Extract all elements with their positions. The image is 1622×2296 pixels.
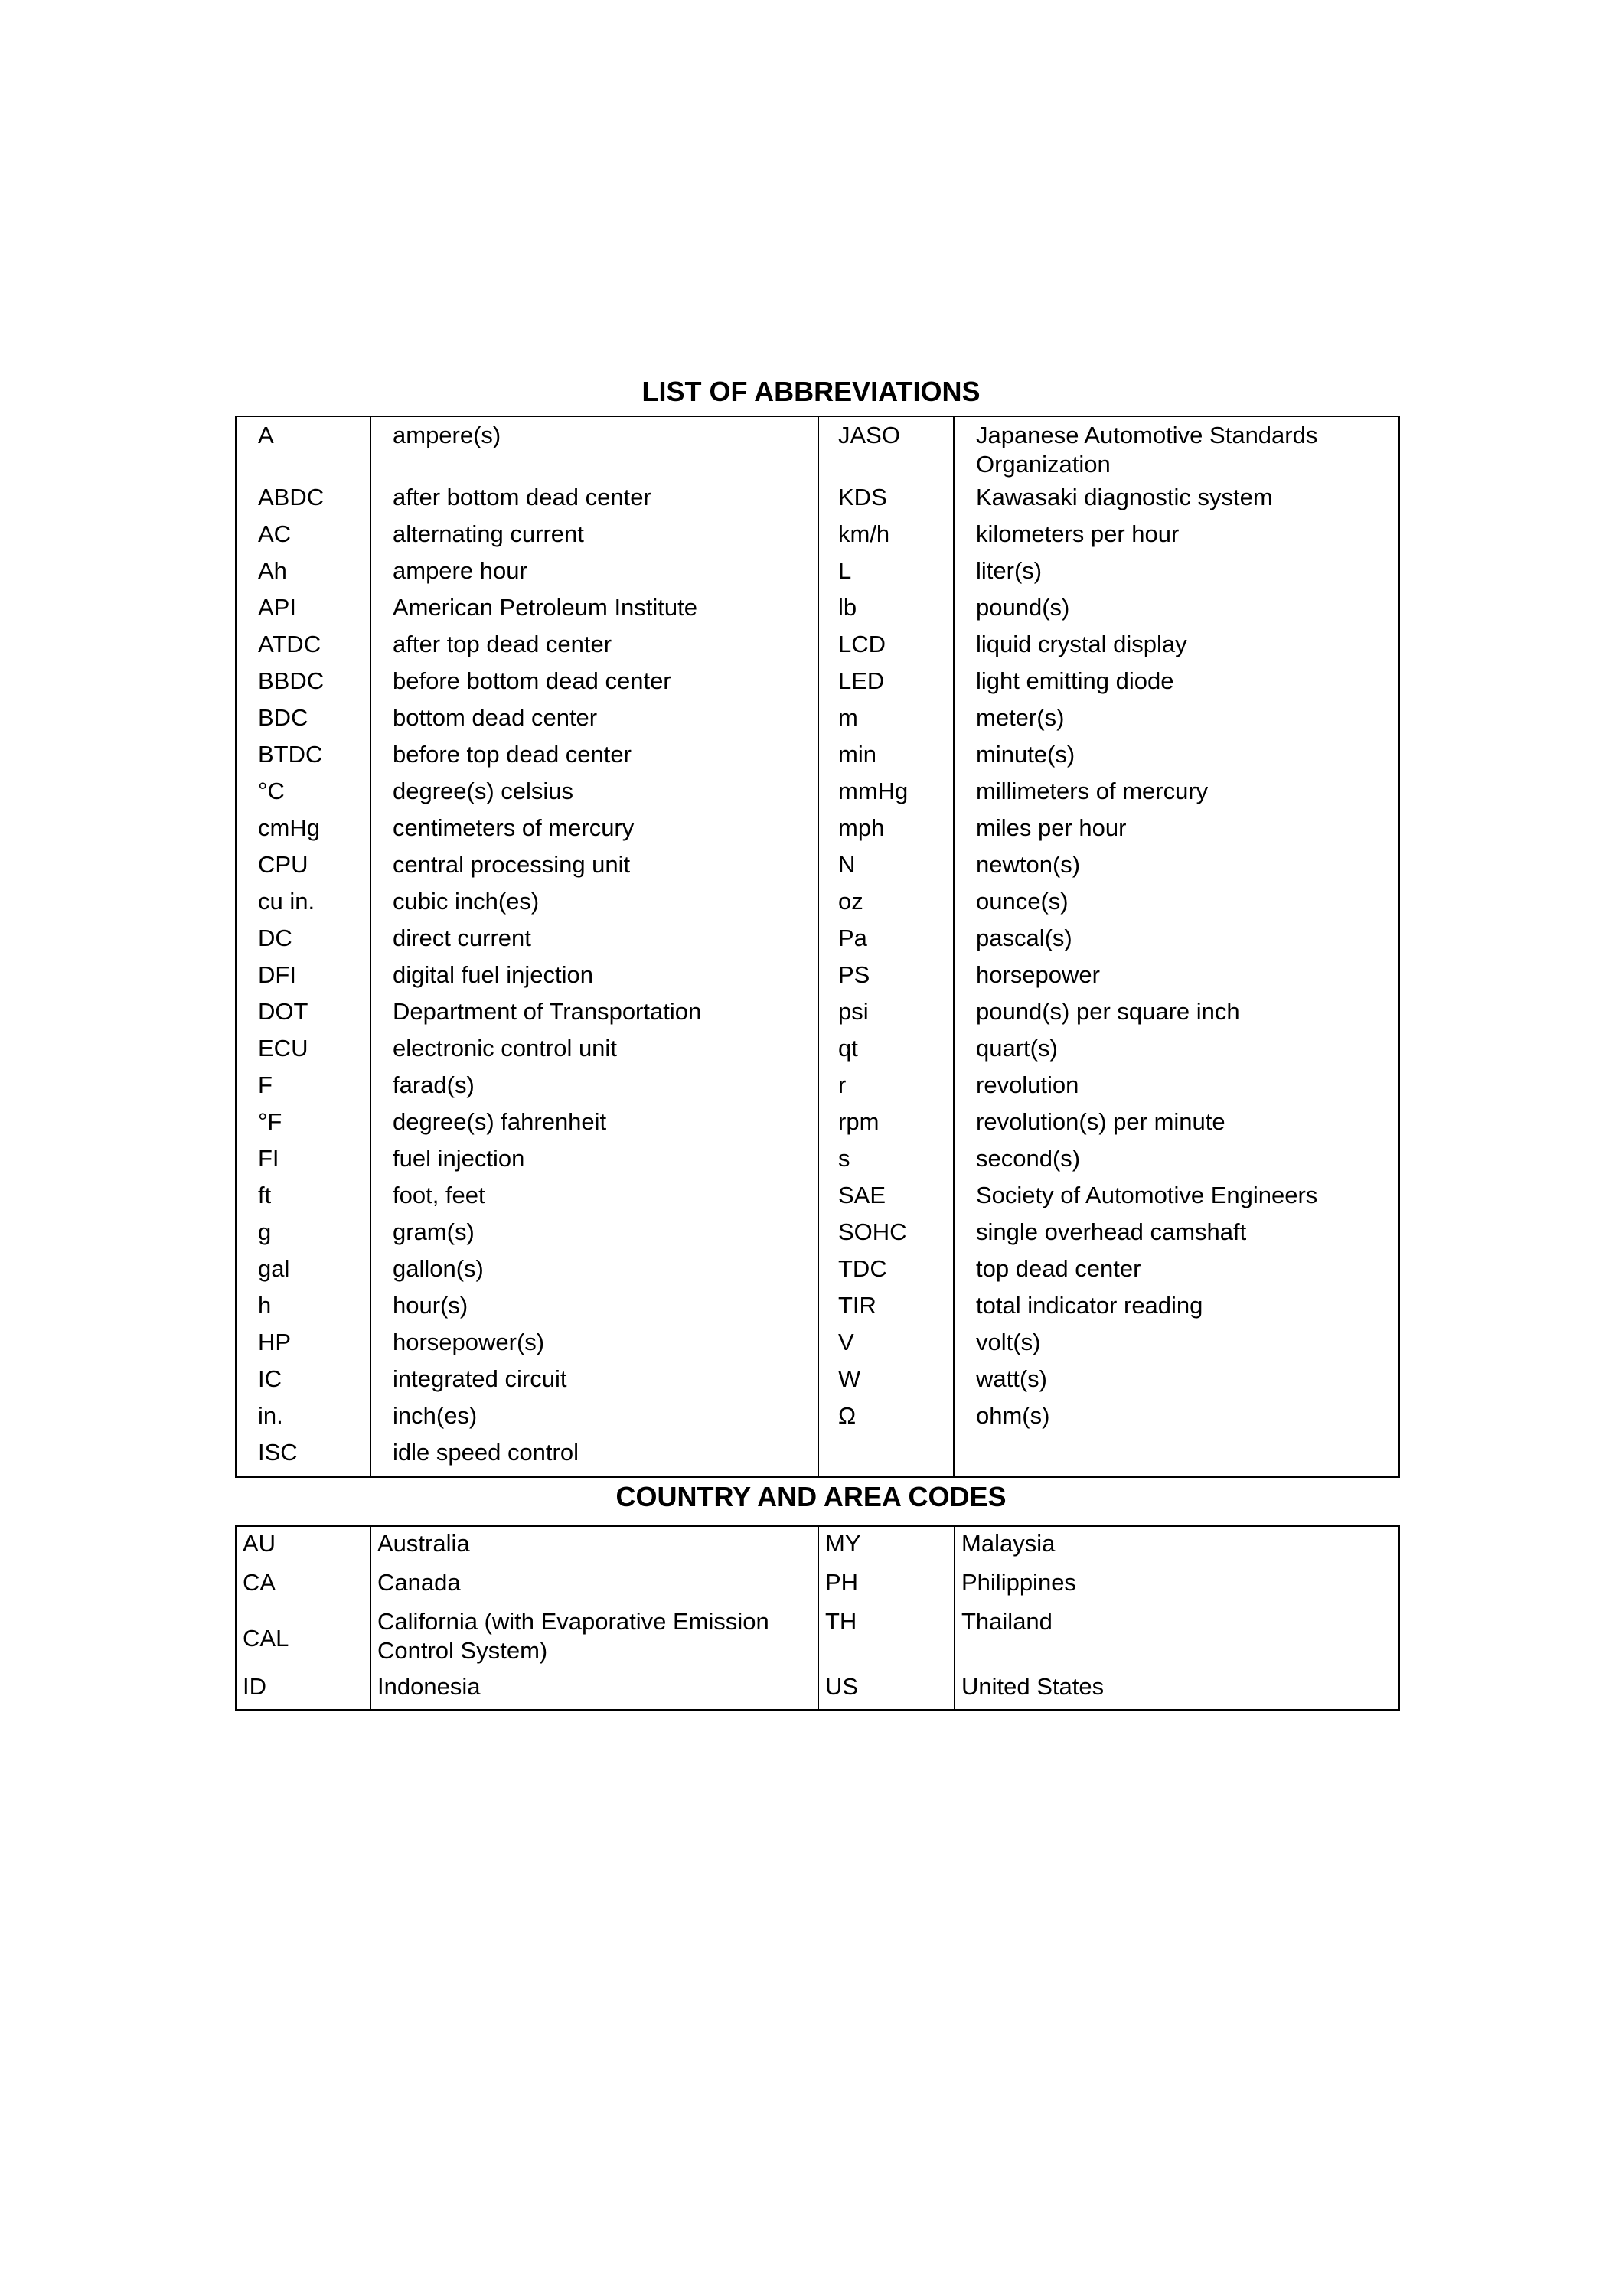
abbreviation-left: A (236, 416, 370, 483)
definition-left: farad(s) (370, 1071, 818, 1107)
definition-left: gallon(s) (370, 1254, 818, 1291)
definition-right: pascal(s) (976, 925, 1072, 951)
abbreviation-left: BTDC (236, 740, 370, 777)
abbreviation-row (236, 1328, 1399, 1365)
definition-right: Japanese Automotive Standards Organization (976, 422, 1318, 478)
abbreviation-row (236, 1218, 1399, 1254)
abbreviation-row (236, 887, 1399, 924)
definition-right: newton(s) (976, 851, 1081, 878)
country-name-right: Thailand (961, 1608, 1053, 1635)
definition-right: meter(s) (976, 704, 1065, 731)
abbreviation-row (236, 667, 1399, 703)
definition-right: light emitting diode (976, 667, 1174, 694)
country-code-row (236, 1670, 1399, 1710)
definition-left: digital fuel injection (370, 960, 818, 997)
definition-right: single overhead camshaft (976, 1218, 1247, 1245)
abbreviation-left: ATDC (236, 630, 370, 667)
country-name-left: California (with Evaporative Emission Control System) (370, 1605, 818, 1670)
definition-right: kilometers per hour (976, 520, 1180, 547)
definition-left: direct current (370, 924, 818, 960)
country-code-right: TH (818, 1605, 955, 1670)
abbreviation-left: DOT (236, 997, 370, 1034)
abbreviation-right: TIR (818, 1291, 954, 1328)
abbreviation-right: km/h (818, 520, 954, 556)
abbreviation-right: rpm (818, 1107, 954, 1144)
definition-left: degree(s) fahrenheit (370, 1107, 818, 1144)
abbreviation-right: N (818, 850, 954, 887)
definition-right (954, 1438, 1399, 1477)
definition-left: horsepower(s) (370, 1328, 818, 1365)
abbreviations-table-body (236, 416, 1399, 1477)
country-code-row (236, 1566, 1399, 1605)
abbreviation-row (236, 1438, 1399, 1477)
country-code-row (236, 1526, 1399, 1566)
definition-left: degree(s) celsius (370, 777, 818, 814)
abbreviation-right (818, 1438, 954, 1477)
abbreviation-left: HP (236, 1328, 370, 1365)
definition-left: idle speed control (370, 1438, 818, 1477)
abbreviation-row (236, 556, 1399, 593)
abbreviation-row (236, 1181, 1399, 1218)
country-name-left: Indonesia (370, 1670, 818, 1710)
definition-right: Kawasaki diagnostic system (976, 484, 1273, 510)
abbreviation-left: cu in. (236, 887, 370, 924)
abbreviation-left: IC (236, 1365, 370, 1401)
abbreviation-right: mph (818, 814, 954, 850)
country-codes-title: COUNTRY AND AREA CODES (615, 1481, 1007, 1512)
abbreviation-row (236, 814, 1399, 850)
abbreviation-right: mmHg (818, 777, 954, 814)
definition-left: integrated circuit (370, 1365, 818, 1401)
definition-left: hour(s) (370, 1291, 818, 1328)
abbreviation-right: min (818, 740, 954, 777)
abbreviation-right: TDC (818, 1254, 954, 1291)
definition-left: American Petroleum Institute (370, 593, 818, 630)
definition-right: millimeters of mercury (976, 778, 1209, 804)
abbreviation-right: SOHC (818, 1218, 954, 1254)
abbreviation-right: SAE (818, 1181, 954, 1218)
abbreviation-row (236, 1071, 1399, 1107)
abbreviation-left: DC (236, 924, 370, 960)
abbreviation-left: gal (236, 1254, 370, 1291)
abbreviation-left: API (236, 593, 370, 630)
abbreviation-row (236, 703, 1399, 740)
abbreviation-left: DFI (236, 960, 370, 997)
definition-left: electronic control unit (370, 1034, 818, 1071)
abbreviation-row (236, 593, 1399, 630)
definition-left: after top dead center (370, 630, 818, 667)
definition-left: gram(s) (370, 1218, 818, 1254)
definition-right: miles per hour (976, 814, 1127, 841)
abbreviation-row (236, 1107, 1399, 1144)
definition-left: cubic inch(es) (370, 887, 818, 924)
abbreviation-row (236, 777, 1399, 814)
definition-right: horsepower (976, 961, 1100, 988)
abbreviation-row (236, 740, 1399, 777)
definition-right: watt(s) (976, 1365, 1047, 1392)
definition-left: fuel injection (370, 1144, 818, 1181)
abbreviation-row (236, 1254, 1399, 1291)
abbreviation-left: F (236, 1071, 370, 1107)
abbreviation-row (236, 1144, 1399, 1181)
abbreviation-row (236, 483, 1399, 520)
abbreviation-row (236, 1365, 1399, 1401)
country-codes-table (235, 1525, 1400, 1711)
abbreviation-left: in. (236, 1401, 370, 1438)
abbreviation-right: KDS (818, 483, 954, 520)
country-code-right: US (818, 1670, 955, 1710)
abbreviation-row (236, 416, 1399, 483)
abbreviation-right: oz (818, 887, 954, 924)
country-code-left: ID (236, 1670, 370, 1710)
abbreviation-left: Ah (236, 556, 370, 593)
definition-left: ampere(s) (370, 416, 818, 483)
country-name-right: United States (961, 1673, 1105, 1700)
abbreviation-left: FI (236, 1144, 370, 1181)
abbreviation-left: ft (236, 1181, 370, 1218)
abbreviation-left: °F (236, 1107, 370, 1144)
definition-left: before bottom dead center (370, 667, 818, 703)
abbreviation-right: LCD (818, 630, 954, 667)
abbreviation-left: BDC (236, 703, 370, 740)
country-code-right: PH (818, 1566, 955, 1605)
abbreviation-left: ISC (236, 1438, 370, 1477)
abbreviation-right: r (818, 1071, 954, 1107)
definition-left: Department of Transportation (370, 997, 818, 1034)
definition-right: top dead center (976, 1255, 1141, 1282)
abbreviation-right: psi (818, 997, 954, 1034)
definition-right: Society of Automotive Engineers (976, 1182, 1318, 1208)
country-name-left: Australia (370, 1526, 818, 1566)
abbreviation-row (236, 520, 1399, 556)
abbreviation-row (236, 997, 1399, 1034)
definition-right: second(s) (976, 1145, 1081, 1172)
definition-left: ampere hour (370, 556, 818, 593)
abbreviation-right: m (818, 703, 954, 740)
abbreviation-left: CPU (236, 850, 370, 887)
abbreviation-right: Ω (818, 1401, 954, 1438)
definition-right: total indicator reading (976, 1292, 1203, 1319)
abbreviation-row (236, 1291, 1399, 1328)
country-code-left: CA (236, 1566, 370, 1605)
abbreviation-row (236, 924, 1399, 960)
abbreviation-right: W (818, 1365, 954, 1401)
definition-right: pound(s) (976, 594, 1070, 621)
definition-right: pound(s) per square inch (976, 998, 1240, 1025)
abbreviation-row (236, 960, 1399, 997)
abbreviation-left: ABDC (236, 483, 370, 520)
definition-left: before top dead center (370, 740, 818, 777)
abbreviation-right: Pa (818, 924, 954, 960)
definition-right: liquid crystal display (976, 631, 1187, 657)
abbreviation-left: h (236, 1291, 370, 1328)
country-code-left: AU (236, 1526, 370, 1566)
abbreviation-left: cmHg (236, 814, 370, 850)
country-code-left: CAL (236, 1605, 370, 1670)
country-name-left: Canada (370, 1566, 818, 1605)
abbreviation-right: PS (818, 960, 954, 997)
definition-right: revolution(s) per minute (976, 1108, 1225, 1135)
abbreviation-right: qt (818, 1034, 954, 1071)
definition-left: centimeters of mercury (370, 814, 818, 850)
definition-right: ounce(s) (976, 888, 1069, 915)
definition-right: liter(s) (976, 557, 1043, 584)
abbreviation-right: LED (818, 667, 954, 703)
definition-left: inch(es) (370, 1401, 818, 1438)
definition-right: minute(s) (976, 741, 1075, 768)
abbreviation-right: s (818, 1144, 954, 1181)
abbreviation-right: lb (818, 593, 954, 630)
definition-right: quart(s) (976, 1035, 1058, 1062)
country-name-right: Malaysia (961, 1530, 1056, 1557)
abbreviation-right: JASO (818, 416, 954, 483)
definition-right: revolution (976, 1071, 1079, 1098)
abbreviations-table (235, 416, 1400, 1478)
abbreviation-left: ECU (236, 1034, 370, 1071)
abbreviations-title: LIST OF ABBREVIATIONS (641, 376, 981, 407)
abbreviation-left: AC (236, 520, 370, 556)
abbreviation-row (236, 850, 1399, 887)
definition-right: volt(s) (976, 1329, 1041, 1355)
country-code-row (236, 1605, 1399, 1670)
abbreviation-left: g (236, 1218, 370, 1254)
definition-left: foot, feet (370, 1181, 818, 1218)
definition-right: ohm(s) (976, 1402, 1050, 1429)
abbreviation-left: °C (236, 777, 370, 814)
abbreviation-left: BBDC (236, 667, 370, 703)
country-code-right: MY (818, 1526, 955, 1566)
abbreviation-row (236, 1401, 1399, 1438)
definition-left: alternating current (370, 520, 818, 556)
definition-left: bottom dead center (370, 703, 818, 740)
abbreviation-row (236, 1034, 1399, 1071)
abbreviation-right: L (818, 556, 954, 593)
abbreviation-row (236, 630, 1399, 667)
country-codes-table-body (236, 1526, 1399, 1710)
country-name-right: Philippines (961, 1569, 1076, 1596)
definition-left: central processing unit (370, 850, 818, 887)
abbreviation-right: V (818, 1328, 954, 1365)
definition-left: after bottom dead center (370, 483, 818, 520)
